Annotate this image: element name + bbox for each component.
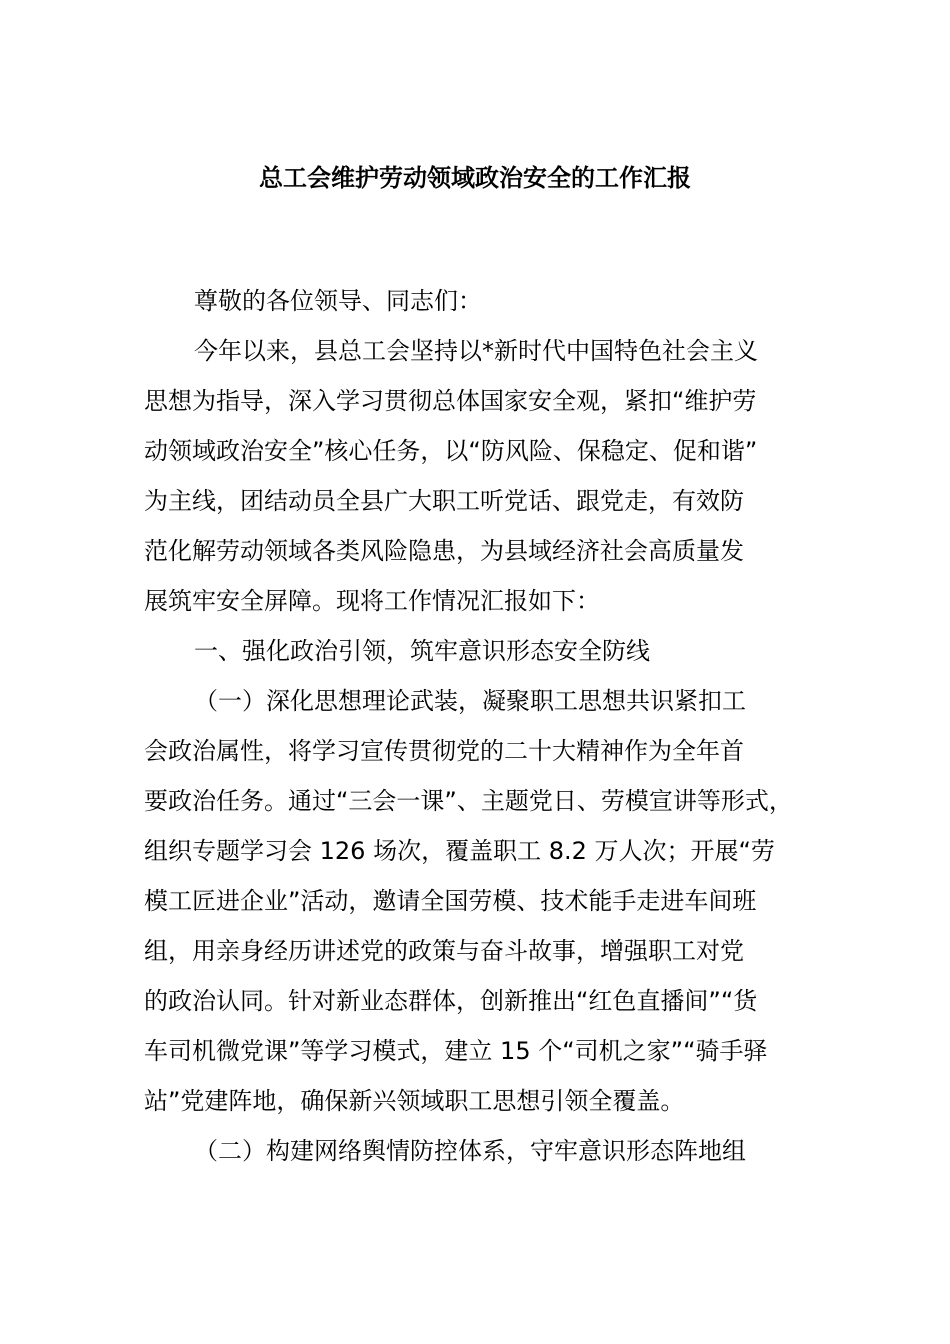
body-line: 思想为指导，深入学习贯彻总体国家安全观，紧扣“维护劳 (144, 387, 757, 415)
body-line: 范化解劳动领域各类风险隐患，为县域经济社会高质量发 (144, 537, 744, 565)
body-line: 模工匠进企业”活动，邀请全国劳模、技术能手走进车间班 (144, 887, 757, 915)
body-line: 会政治属性，将学习宣传贯彻党的二十大精神作为全年首 (144, 737, 744, 765)
body-line: 今年以来，县总工会坚持以*新时代中国特色社会主义 (194, 337, 758, 365)
section-heading: 一、强化政治引领，筑牢意识形态安全防线 (194, 637, 650, 665)
subsection-line: （一）深化思想理论武装，凝聚职工思想共识紧扣工 (194, 687, 746, 715)
body-line: 组织专题学习会 126 场次，覆盖职工 8.2 万人次；开展“劳 (144, 837, 775, 865)
body-line: 为主线，团结动员全县广大职工听党话、跟党走，有效防 (144, 487, 744, 515)
body-line: 组，用亲身经历讲述党的政策与奋斗故事，增强职工对党 (144, 937, 744, 965)
body-line: 站”党建阵地，确保新兴领域职工思想引领全覆盖。 (144, 1087, 685, 1115)
body-line: 展筑牢安全屏障。现将工作情况汇报如下： (144, 587, 600, 615)
body-line: 的政治认同。针对新业态群体，创新推出“红色直播间”“货 (144, 987, 758, 1015)
body-line: 车司机微党课”等学习模式，建立 15 个“司机之家”“骑手驿 (144, 1037, 768, 1065)
body-line: 动领域政治安全”核心任务，以“防风险、保稳定、促和谐” (144, 437, 758, 465)
body-line: 要政治任务。通过“三会一课”、主题党日、劳模宣讲等形式， (144, 787, 793, 815)
salutation-line: 尊敬的各位领导、同志们： (194, 287, 482, 315)
subsection-line: （二）构建网络舆情防控体系，守牢意识形态阵地组 (194, 1137, 746, 1165)
document-title: 总工会维护劳动领域政治安全的工作汇报 (259, 164, 691, 192)
